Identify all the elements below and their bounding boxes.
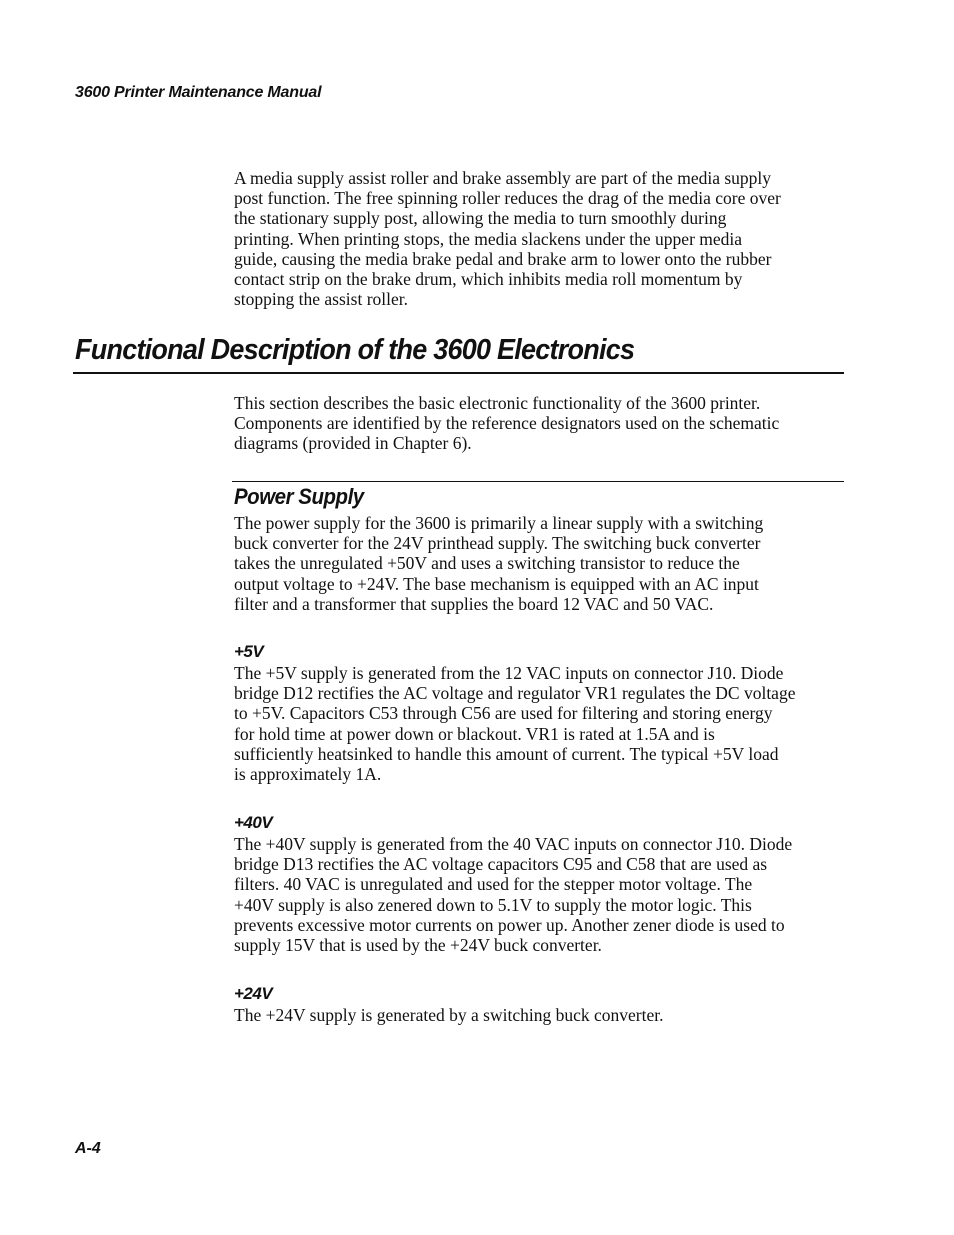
paragraph-40v [234,834,846,955]
text-line: The power supply for the 3600 is primarily a linear supply with a switching [234,513,764,533]
text-line: output voltage to +24V. The base mechanism is equipped with an AC input [234,573,759,594]
text-line: takes the unregulated +50V and uses a switching transistor to reduce the [234,553,740,574]
subsection-divider [232,481,844,482]
text-line: Components are identified by the reference designators used on the schematic [234,413,780,434]
subsection-heading-power-supply: Power Supply [234,484,364,509]
heading-24v: +24V [234,984,273,1003]
section-divider [73,372,844,374]
text-line: the stationary supply post, allowing the media to turn smoothly during [234,208,727,229]
section-heading: Functional Description of the 3600 Electronics [75,334,635,366]
text-line: is approximately 1A. [234,764,382,785]
running-header: 3600 Printer Maintenance Manual [75,84,322,101]
text-line: The +40V supply is generated from the 40 VAC inputs on connector J10. Diode [234,834,793,854]
text-line: guide, causing the media brake pedal and brake arm to lower onto the rubber [234,248,772,269]
text-line: The +5V supply is generated from the 12 VAC inputs on connector J10. Diode [234,663,784,683]
text-line: to +5V. Capacitors C53 through C56 are used for filtering and storing energy [234,703,773,724]
text-line: contact strip on the brake drum, which inhibits media roll momentum by [234,269,743,290]
text-line: sufficiently heatsinked to handle this amount of current. The typical +5V load [234,743,779,764]
paragraph-24v [234,1005,846,1025]
text-line: A media supply assist roller and brake assembly are part of the media supply [234,168,772,188]
text-line: post function. The free spinning roller reduces the drag of the media core over [234,188,781,209]
text-line: buck converter for the 24V printhead supply. The switching buck converter [234,533,761,554]
text-line: The +24V supply is generated by a switching buck converter. [234,1005,664,1025]
page-number: A-4 [75,1140,101,1157]
intro-paragraph [234,168,846,309]
text-line: bridge D13 rectifies the AC voltage capacitors C95 and C58 that are used as [234,854,768,875]
heading-40v: +40V [234,813,273,832]
text-line: +40V supply is also zenered down to 5.1V to supply the motor logic. This [234,894,752,915]
text-line: bridge D12 rectifies the AC voltage and regulator VR1 regulates the DC voltage [234,683,796,704]
heading-5v: +5V [234,642,264,661]
text-line: prevents excessive motor currents on power up. Another zener diode is used to [234,914,785,935]
text-line: diagrams (provided in Chapter 6). [234,433,472,454]
text-line: stopping the assist roller. [234,289,409,310]
text-line: filters. 40 VAC is unregulated and used for the stepper motor voltage. The [234,874,753,895]
text-line: for hold time at power down or blackout. VR1 is rated at 1.5A and is [234,723,715,744]
text-line: filter and a transformer that supplies the board 12 VAC and 50 VAC. [234,593,714,614]
text-line: This section describes the basic electronic functionality of the 3600 printer. [234,393,761,413]
section-intro-paragraph [234,393,846,454]
power-supply-paragraph [234,513,846,614]
paragraph-5v [234,663,846,784]
text-line: printing. When printing stops, the media slackens under the upper media [234,228,743,249]
text-line: supply 15V that is used by the +24V buck converter. [234,935,602,956]
